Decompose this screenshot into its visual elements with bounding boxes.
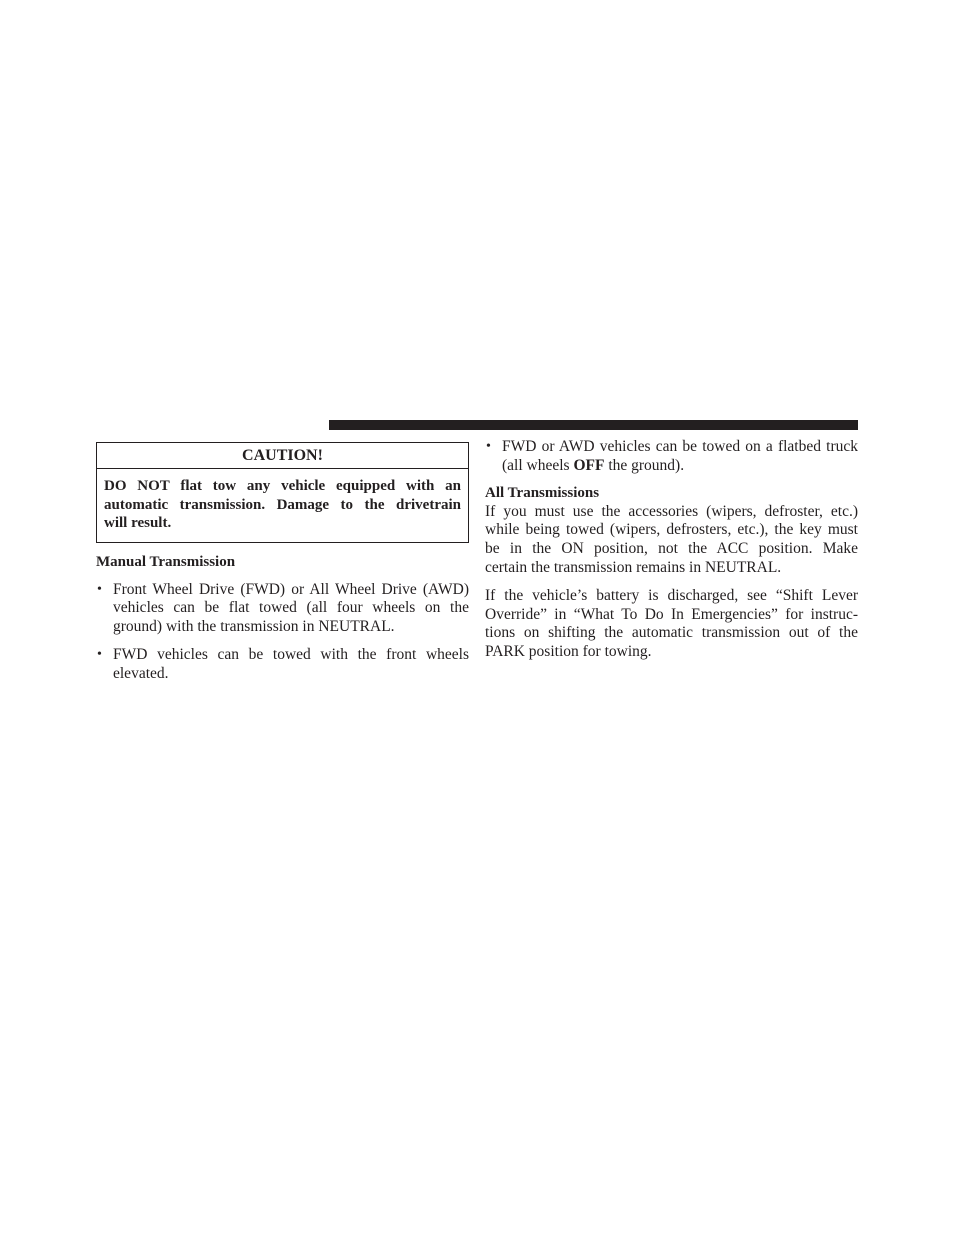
off-emphasis: OFF [573,456,605,474]
bullet-line [502,457,858,476]
left-column [96,442,469,683]
bullet-line: ground) with the transmission in NEUTRAL. [113,618,395,636]
caution-title: CAUTION! [97,443,468,469]
paragraph-line: If the vehicle’s battery is discharged, see “Shift Lever [485,586,858,604]
bullet-line: vehicles can be flat towed (all four wheels on the [113,599,469,617]
manual-bullet-fwd [96,646,469,684]
manual-transmission-heading: Manual Transmission [96,553,236,570]
right-column [485,438,858,662]
paragraph-line: If you must use the accessories (wipers, defroster, etc.) [485,502,858,520]
bullet-icon: • [97,581,102,597]
paragraph-line: Override” in “What To Do In Emergencies” for instruc- [485,605,858,623]
bullet-icon: • [97,646,102,662]
bullet-line-post: the ground). [604,456,685,474]
battery-paragraph [485,587,858,662]
bullet-icon: • [486,439,491,454]
bullet-line: FWD or AWD vehicles can be towed on a flatbed truck [502,438,858,455]
all-transmissions-heading: All Transmissions [485,484,600,501]
bullet-line-pre: (all wheels [502,456,574,474]
paragraph-line: certain the transmission remains in NEUTRAL. [485,558,782,576]
paragraph-line: be in the ON position, not the ACC position. Make [485,540,858,558]
bullet-text [502,438,858,476]
caution-line: automatic transmission. Damage to the drivetrain [104,496,461,513]
caution-line: will result. [104,515,172,531]
section-header-bar [329,420,858,430]
bullet-text [113,646,469,684]
caution-text [97,469,468,542]
bullet-line: elevated. [113,664,169,682]
caution-box [96,442,469,543]
paragraph-line: tions on shifting the automatic transmission out of the [485,624,858,642]
caution-line: DO NOT flat tow any vehicle equipped with an [104,478,461,494]
paragraph-line: PARK position for towing. [485,643,652,661]
paragraph-line: while being towed (wipers, defrosters, etc.), the key must [485,521,858,539]
bullet-text [113,581,469,637]
bullet-line: FWD vehicles can be towed with the front wheels [113,645,469,663]
manual-bullet-awd-fwd [96,581,469,637]
bullet-line: Front Wheel Drive (FWD) or All Wheel Drive (AWD) [113,580,469,598]
accessories-paragraph [485,503,858,578]
flatbed-bullet [485,438,858,476]
